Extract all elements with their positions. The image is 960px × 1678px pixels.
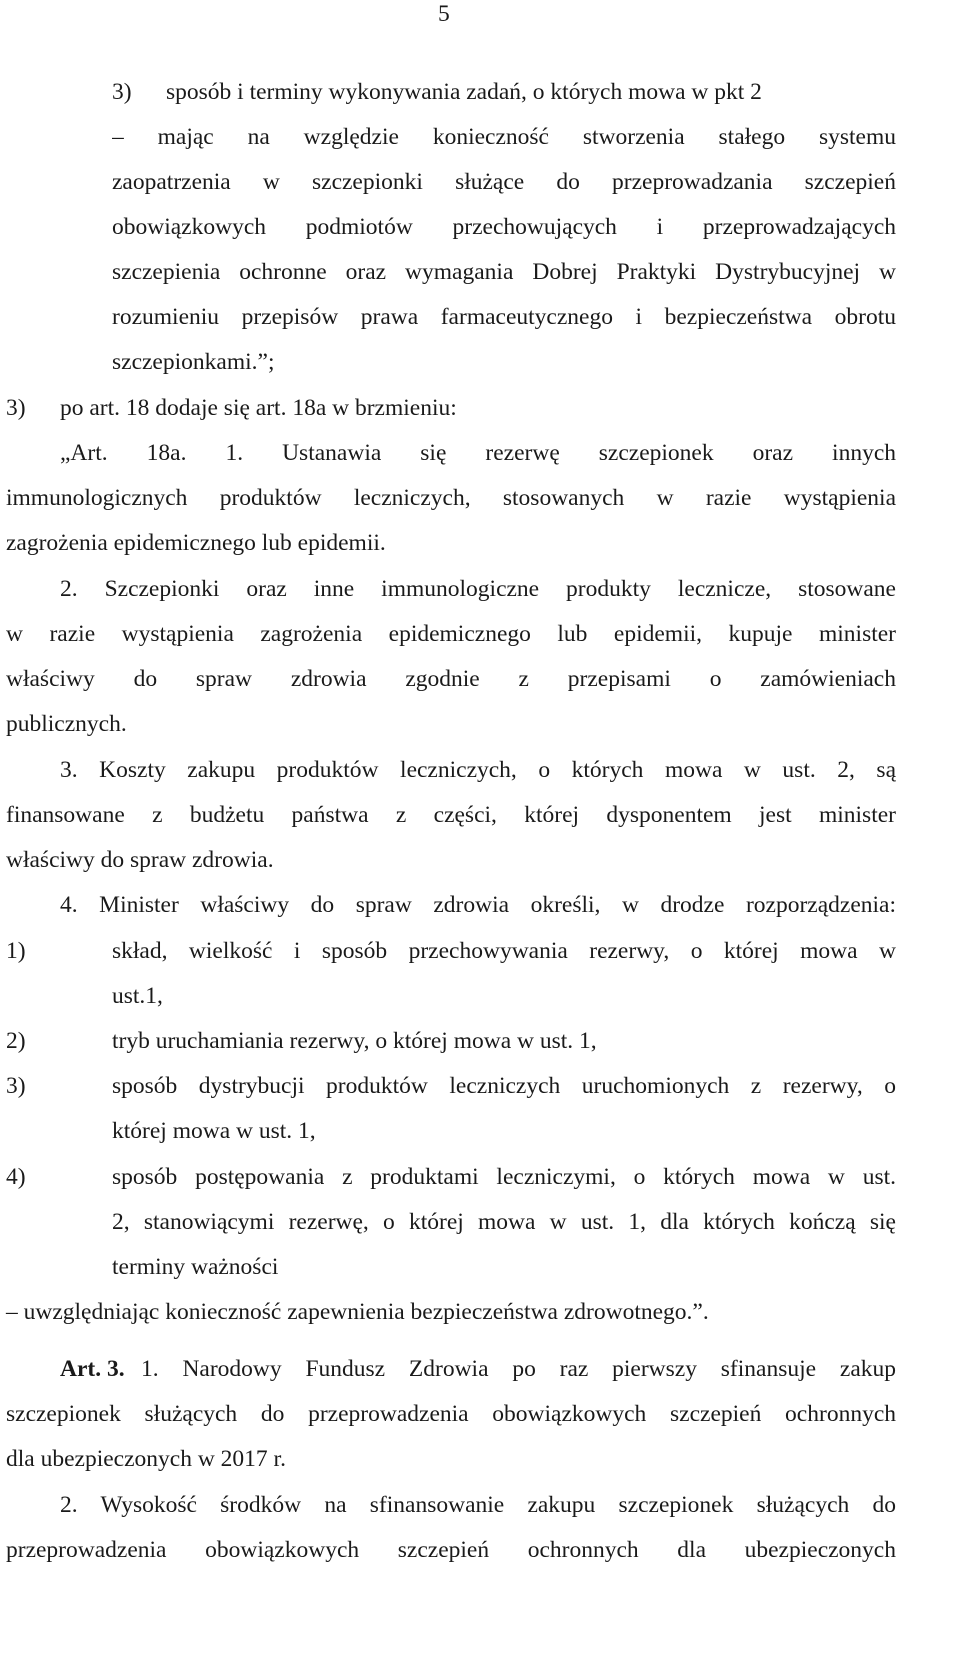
art-18a-item-line: 2, stanowiącymi rezerwę, o której mowa w ust. 1, dla których kończą się <box>112 1209 896 1235</box>
art-3-ust2-line: 2. Wysokość środków na sfinansowanie zakupu szczepionek służących do <box>60 1492 896 1518</box>
art-3-ust2-line: przeprowadzenia obowiązkowych szczepień ochronnych dla ubezpieczonych <box>6 1537 896 1563</box>
art-18a-closing: – uwzględniając konieczność zapewnienia bezpieczeństwa zdrowotnego.”. <box>6 1299 709 1325</box>
art-3-ust1-line: dla ubezpieczonych w 2017 r. <box>6 1446 286 1472</box>
art-18a-item-line: skład, wielkość i sposób przechowywania rezerwy, o której mowa w <box>112 938 896 964</box>
art-18a-ust1-line: „Art. 18a. 1. Ustanawia się rezerwę szczepionek oraz innych <box>60 440 896 466</box>
art-18a-item-number: 1) <box>6 938 26 964</box>
art-18a-item-line: której mowa w ust. 1, <box>112 1118 316 1144</box>
item-a3-line: sposób i terminy wykonywania zadań, o których mowa w pkt 2 <box>166 79 762 105</box>
art-18a-ust3-line: finansowane z budżetu państwa z części, której dysponentem jest minister <box>6 802 896 828</box>
item-a3-line: obowiązkowych podmiotów przechowujących i przeprowadzających <box>112 214 896 240</box>
point-3-text: po art. 18 dodaje się art. 18a w brzmieniu: <box>60 395 457 421</box>
item-a3-line: – mając na względzie konieczność stworzenia stałego systemu <box>112 124 896 150</box>
art-18a-item-line: tryb uruchamiania rezerwy, o której mowa w ust. 1, <box>112 1028 597 1054</box>
art-3-label: Art. 3. <box>60 1356 125 1382</box>
art-18a-item-number: 4) <box>6 1164 26 1190</box>
item-a3-line: rozumieniu przepisów prawa farmaceutycznego i bezpieczeństwa obrotu <box>112 304 896 330</box>
art-3-ust1-line: 1. Narodowy Fundusz Zdrowia po raz pierwszy sfinansuje zakup <box>141 1356 896 1382</box>
art-18a-item-line: ust.1, <box>112 983 163 1009</box>
item-a3-line: szczepienia ochronne oraz wymagania Dobrej Praktyki Dystrybucyjnej w <box>112 259 896 285</box>
art-18a-ust2-line: właściwy do spraw zdrowia zgodnie z przepisami o zamówieniach <box>6 666 896 692</box>
art-18a-item-line: sposób postępowania z produktami leczniczymi, o których mowa w ust. <box>112 1164 896 1190</box>
page-number: 5 <box>438 1 450 27</box>
art-18a-item-number: 3) <box>6 1073 26 1099</box>
art-18a-ust2-line: 2. Szczepionki oraz inne immunologiczne produkty lecznicze, stosowane <box>60 576 896 602</box>
art-18a-ust2-line: publicznych. <box>6 711 127 737</box>
item-a3-line: szczepionkami.”; <box>112 349 275 375</box>
item-a3-line: zaopatrzenia w szczepionki służące do przeprowadzania szczepień <box>112 169 896 195</box>
art-18a-item-number: 2) <box>6 1028 26 1054</box>
art-18a-item-line: terminy ważności <box>112 1254 279 1280</box>
art-18a-ust1-line: immunologicznych produktów leczniczych, stosowanych w razie wystąpienia <box>6 485 896 511</box>
art-3-ust1-line: szczepionek służących do przeprowadzenia obowiązkowych szczepień ochronnych <box>6 1401 896 1427</box>
art-18a-ust3-line: 3. Koszty zakupu produktów leczniczych, o których mowa w ust. 2, są <box>60 757 896 783</box>
art-18a-ust2-line: w razie wystąpienia zagrożenia epidemicznego lub epidemii, kupuje minister <box>6 621 896 647</box>
art-18a-ust4-intro: 4. Minister właściwy do spraw zdrowia określi, w drodze rozporządzenia: <box>60 892 896 918</box>
item-a3-number: 3) <box>112 79 132 105</box>
point-3-number: 3) <box>6 395 26 421</box>
art-18a-ust3-line: właściwy do spraw zdrowia. <box>6 847 274 873</box>
art-18a-item-line: sposób dystrybucji produktów leczniczych uruchomionych z rezerwy, o <box>112 1073 896 1099</box>
art-18a-ust1-line: zagrożenia epidemicznego lub epidemii. <box>6 530 386 556</box>
